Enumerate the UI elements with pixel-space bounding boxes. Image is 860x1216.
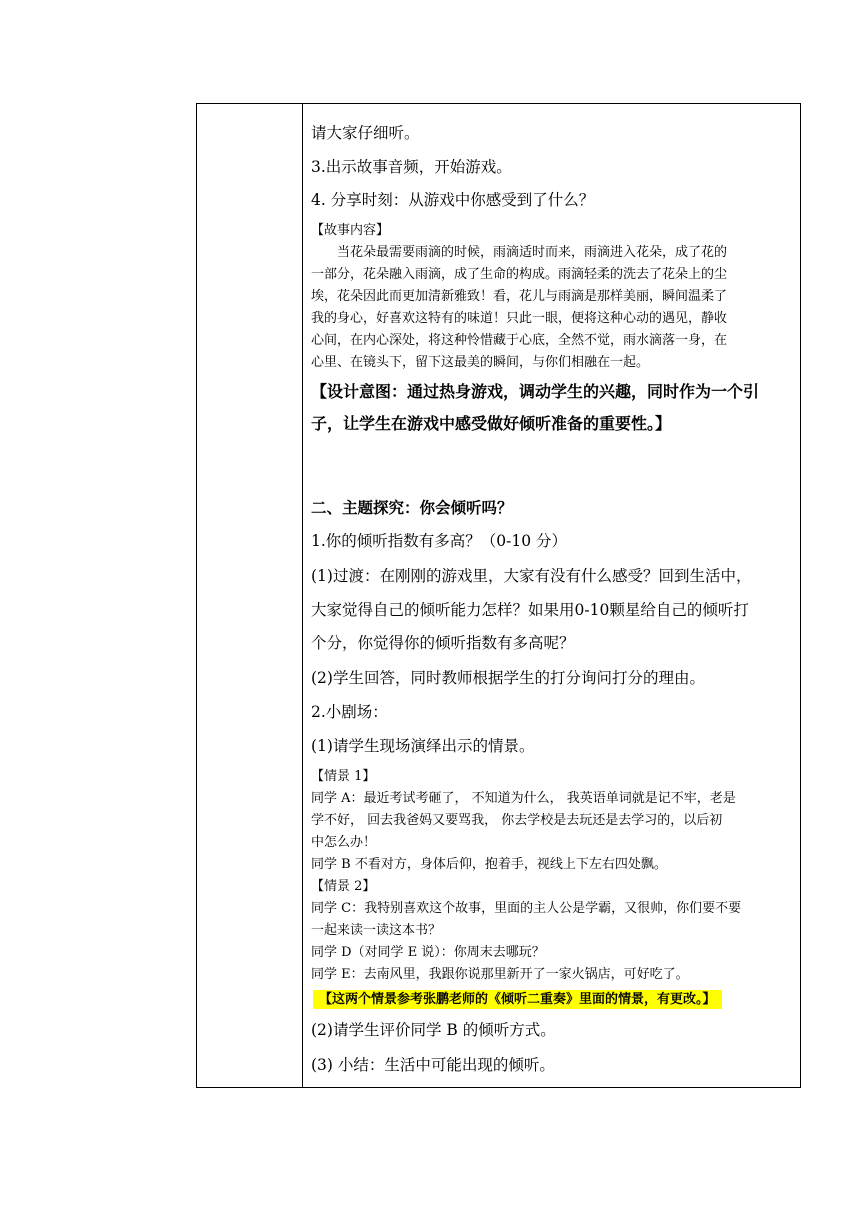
lesson-table	[196, 103, 801, 1088]
scene-line: 同学 A：最近考试考砸了， 不知道为什么， 我英语单词就是记不牢，老是	[311, 791, 736, 806]
note-text: 【这两个情景参考张鹏老师的《倾听二重奏》里面的情景，有更改。】	[313, 990, 722, 1009]
paragraph: (2)学生回答，同时教师根据学生的打分询问打分的理由。	[311, 669, 705, 687]
design-intent: 【设计意图：通过热身游戏，调动学生的兴趣，同时作为一个引	[311, 382, 760, 401]
scene-line: 同学 E：去南风里，我跟你说那里新开了一家火锅店，可好吃了。	[311, 967, 689, 982]
scene-title: 【情景 2】	[311, 879, 376, 894]
paragraph: (1)请学生现场演绎出示的情景。	[311, 737, 535, 755]
scene-line: 同学 C：我特别喜欢这个故事，里面的主人公是学霸，又很帅，你们要不要	[311, 901, 742, 916]
scene-line: 学不好， 回去我爸妈又要骂我， 你去学校是去玩还是去学习的，以后初	[311, 813, 723, 828]
paragraph: 个分，你觉得你的倾听指数有多高呢？	[311, 634, 575, 652]
scene-line: 同学 D（对同学 E 说）：你周末去哪玩？	[311, 945, 545, 960]
table-left-column	[197, 104, 303, 1087]
story-line: 我的身心，好喜欢这特有的味道！只此一眼，便将这种心动的遇见，静收	[311, 311, 728, 326]
text-line: 请大家仔细听。	[311, 124, 420, 142]
highlighted-note	[313, 988, 722, 1007]
scene-line: 中怎么办！	[311, 835, 377, 850]
table-right-column	[311, 104, 794, 1087]
question-1: 1.你的倾听指数有多高？（0-10 分）	[311, 532, 568, 550]
paragraph: (2)请学生评价同学 B 的倾听方式。	[311, 1021, 556, 1039]
story-line: 一部分，花朵融入雨滴，成了生命的构成。雨滴轻柔的洗去了花朵上的尘	[311, 267, 728, 282]
section-heading: 二、主题探究：你会倾听吗？	[311, 499, 513, 517]
story-title: 【故事内容】	[311, 223, 390, 238]
paragraph: 大家觉得自己的倾听能力怎样？如果用0-10颗星给自己的倾听打	[311, 601, 749, 619]
story-line: 当花朵最需要雨滴的时候，雨滴适时而来，雨滴进入花朵，成了花的	[337, 245, 728, 260]
scene-line: 一起来读一读这本书？	[311, 923, 442, 938]
question-2: 2.小剧场：	[311, 703, 388, 721]
paragraph: (1)过渡：在刚刚的游戏里，大家有没有什么感受？回到生活中，	[311, 567, 752, 585]
step-4: 4. 分享时刻：从游戏中你感受到了什么？	[311, 191, 595, 209]
scene-title: 【情景 1】	[311, 769, 376, 784]
step-3: 3.出示故事音频，开始游戏。	[311, 158, 512, 176]
design-intent: 子，让学生在游戏中感受做好倾听准备的重要性。】	[311, 414, 672, 433]
scene-line: 同学 B 不看对方，身体后仰，抱着手，视线上下左右四处飘。	[311, 857, 667, 872]
story-line: 心间，在内心深处，将这种怜惜藏于心底，全然不觉，雨水滴落一身，在	[311, 333, 728, 348]
story-line: 心里、在镜头下，留下这最美的瞬间，与你们相融在一起。	[311, 355, 650, 370]
story-line: 埃，花朵因此而更加清新雅致！看，花儿与雨滴是那样美丽，瞬间温柔了	[311, 289, 728, 304]
paragraph: (3) 小结：生活中可能出现的倾听。	[311, 1056, 555, 1074]
